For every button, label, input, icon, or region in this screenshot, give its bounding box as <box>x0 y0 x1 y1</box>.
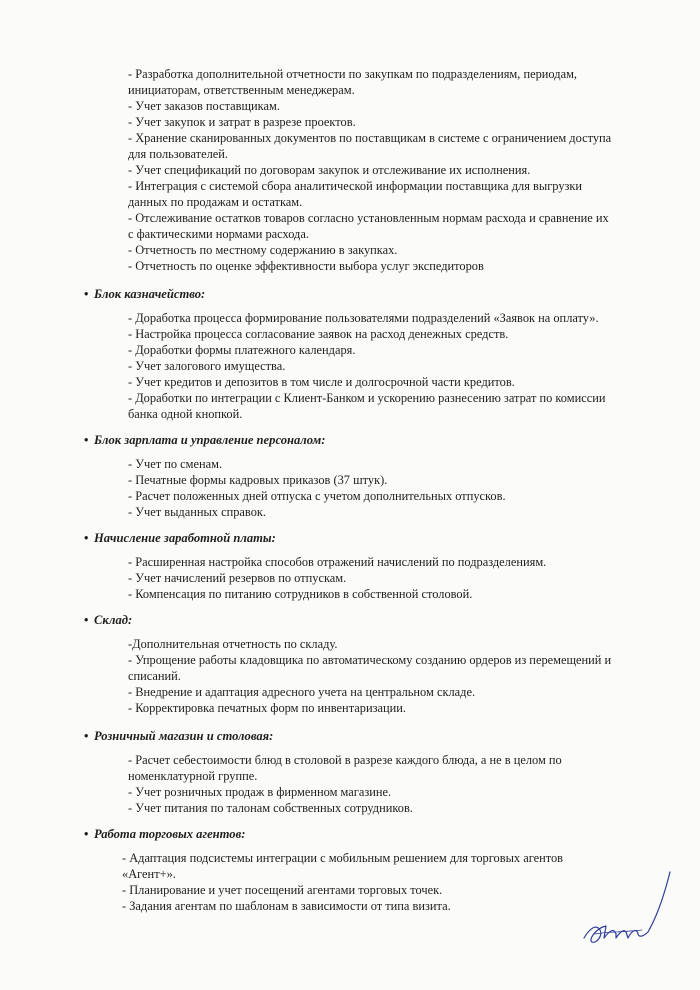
bullet-icon: • <box>84 827 89 841</box>
list-item: - Доработка процесса формирование пользователями подразделений «Заявок на оплату». <box>128 311 599 325</box>
list-item: «Агент+». <box>122 867 176 881</box>
list-item: данных по продажам и остаткам. <box>128 195 303 209</box>
bullet-icon: • <box>84 613 89 627</box>
list-item: с фактическими нормами расхода. <box>128 227 309 241</box>
section-heading <box>84 612 700 628</box>
list-item: - Отчетность по местному содержанию в закупках. <box>128 243 398 257</box>
list-item: - Печатные формы кадровых приказов (37 штук). <box>128 473 388 487</box>
list-item: - Учет питания по талонам собственных сотрудников. <box>128 801 413 815</box>
list-item: - Учет закупок и затрат в разрезе проектов. <box>128 115 356 129</box>
list-item: - Учет начислений резервов по отпускам. <box>128 571 347 585</box>
list-item: - Интеграция с системой сбора аналитической информации поставщика для выгрузки <box>128 179 583 193</box>
purchases-list <box>0 66 700 274</box>
section-heading <box>84 530 700 546</box>
list-item: - Расширенная настройка способов отражений начислений по подразделениям. <box>128 555 547 569</box>
signature <box>566 858 676 954</box>
list-item: для пользователей. <box>128 147 228 161</box>
section-hr <box>0 432 700 520</box>
list-item: - Корректировка печатных форм по инвентаризации. <box>128 701 406 715</box>
list-item: списаний. <box>128 669 181 683</box>
list-item: - Отчетность по оценке эффективности выбора услуг экспедиторов <box>128 259 484 273</box>
section-title: Начисление заработной платы: <box>94 531 276 545</box>
list-item: - Адаптация подсистемы интеграции с мобильным решением для торговых агентов <box>122 851 564 865</box>
list-item: инициаторам, ответственным менеджерам. <box>128 83 355 97</box>
list-item: - Хранение сканированных документов по поставщикам в системе с ограничением доступа <box>128 131 612 145</box>
section-payroll <box>0 530 700 602</box>
list-item: банка одной кнопкой. <box>128 407 243 421</box>
section-title: Блок казначейство: <box>94 287 206 301</box>
list-item: - Доработки формы платежного календаря. <box>128 343 356 357</box>
list-item: -Дополнительная отчетность по складу. <box>128 637 338 651</box>
section-warehouse <box>0 612 700 716</box>
section-heading <box>84 728 700 744</box>
bullet-icon: • <box>84 433 89 447</box>
list-item: - Расчет положенных дней отпуска с учетом дополнительных отпусков. <box>128 489 506 503</box>
bullet-icon: • <box>84 729 89 743</box>
section-heading <box>84 826 700 842</box>
list-item: - Задания агентам по шаблонам в зависимости от типа визита. <box>122 899 451 913</box>
section-title: Склад: <box>94 613 133 627</box>
section-title: Блок зарплата и управление персоналом: <box>94 433 326 447</box>
list-item: - Учет выданных справок. <box>128 505 267 519</box>
list-item: - Упрощение работы кладовщика по автоматическому созданию ордеров из перемещений и <box>128 653 612 667</box>
bullet-icon: • <box>84 287 89 301</box>
list-item: - Учет кредитов и депозитов в том числе и долгосрочной части кредитов. <box>128 375 515 389</box>
list-item: - Расчет себестоимости блюд в столовой в разрезе каждого блюда, а не в целом по <box>128 753 562 767</box>
list-item: номенклатурной группе. <box>128 769 258 783</box>
list-item: - Учет спецификаций по договорам закупок и отслеживание их исполнения. <box>128 163 531 177</box>
section-retail <box>0 728 700 816</box>
list-item: - Настройка процесса согласование заявок на расход денежных средств. <box>128 327 509 341</box>
list-item: - Учет по сменам. <box>128 457 223 471</box>
section-treasury <box>0 286 700 422</box>
list-item: - Учет розничных продаж в фирменном магазине. <box>128 785 392 799</box>
section-heading <box>84 286 700 302</box>
section-title: Розничный магазин и столовая: <box>94 729 274 743</box>
section-heading <box>84 432 700 448</box>
list-item: - Компенсация по питанию сотрудников в собственной столовой. <box>128 587 473 601</box>
list-item: - Разработка дополнительной отчетности по закупкам по подразделениям, периодам, <box>128 67 578 81</box>
list-item: - Доработки по интеграции с Клиент-Банком и ускорению разнесению затрат по комиссии <box>128 391 606 405</box>
list-item: - Планирование и учет посещений агентами торговых точек. <box>122 883 443 897</box>
section-title: Работа торговых агентов: <box>94 827 246 841</box>
list-item: - Внедрение и адаптация адресного учета на центральном складе. <box>128 685 476 699</box>
bullet-icon: • <box>84 531 89 545</box>
list-item: - Учет заказов поставщикам. <box>128 99 280 113</box>
list-item: - Отслеживание остатков товаров согласно установленным нормам расхода и сравнение их <box>128 211 609 225</box>
list-item: - Учет залогового имущества. <box>128 359 286 373</box>
